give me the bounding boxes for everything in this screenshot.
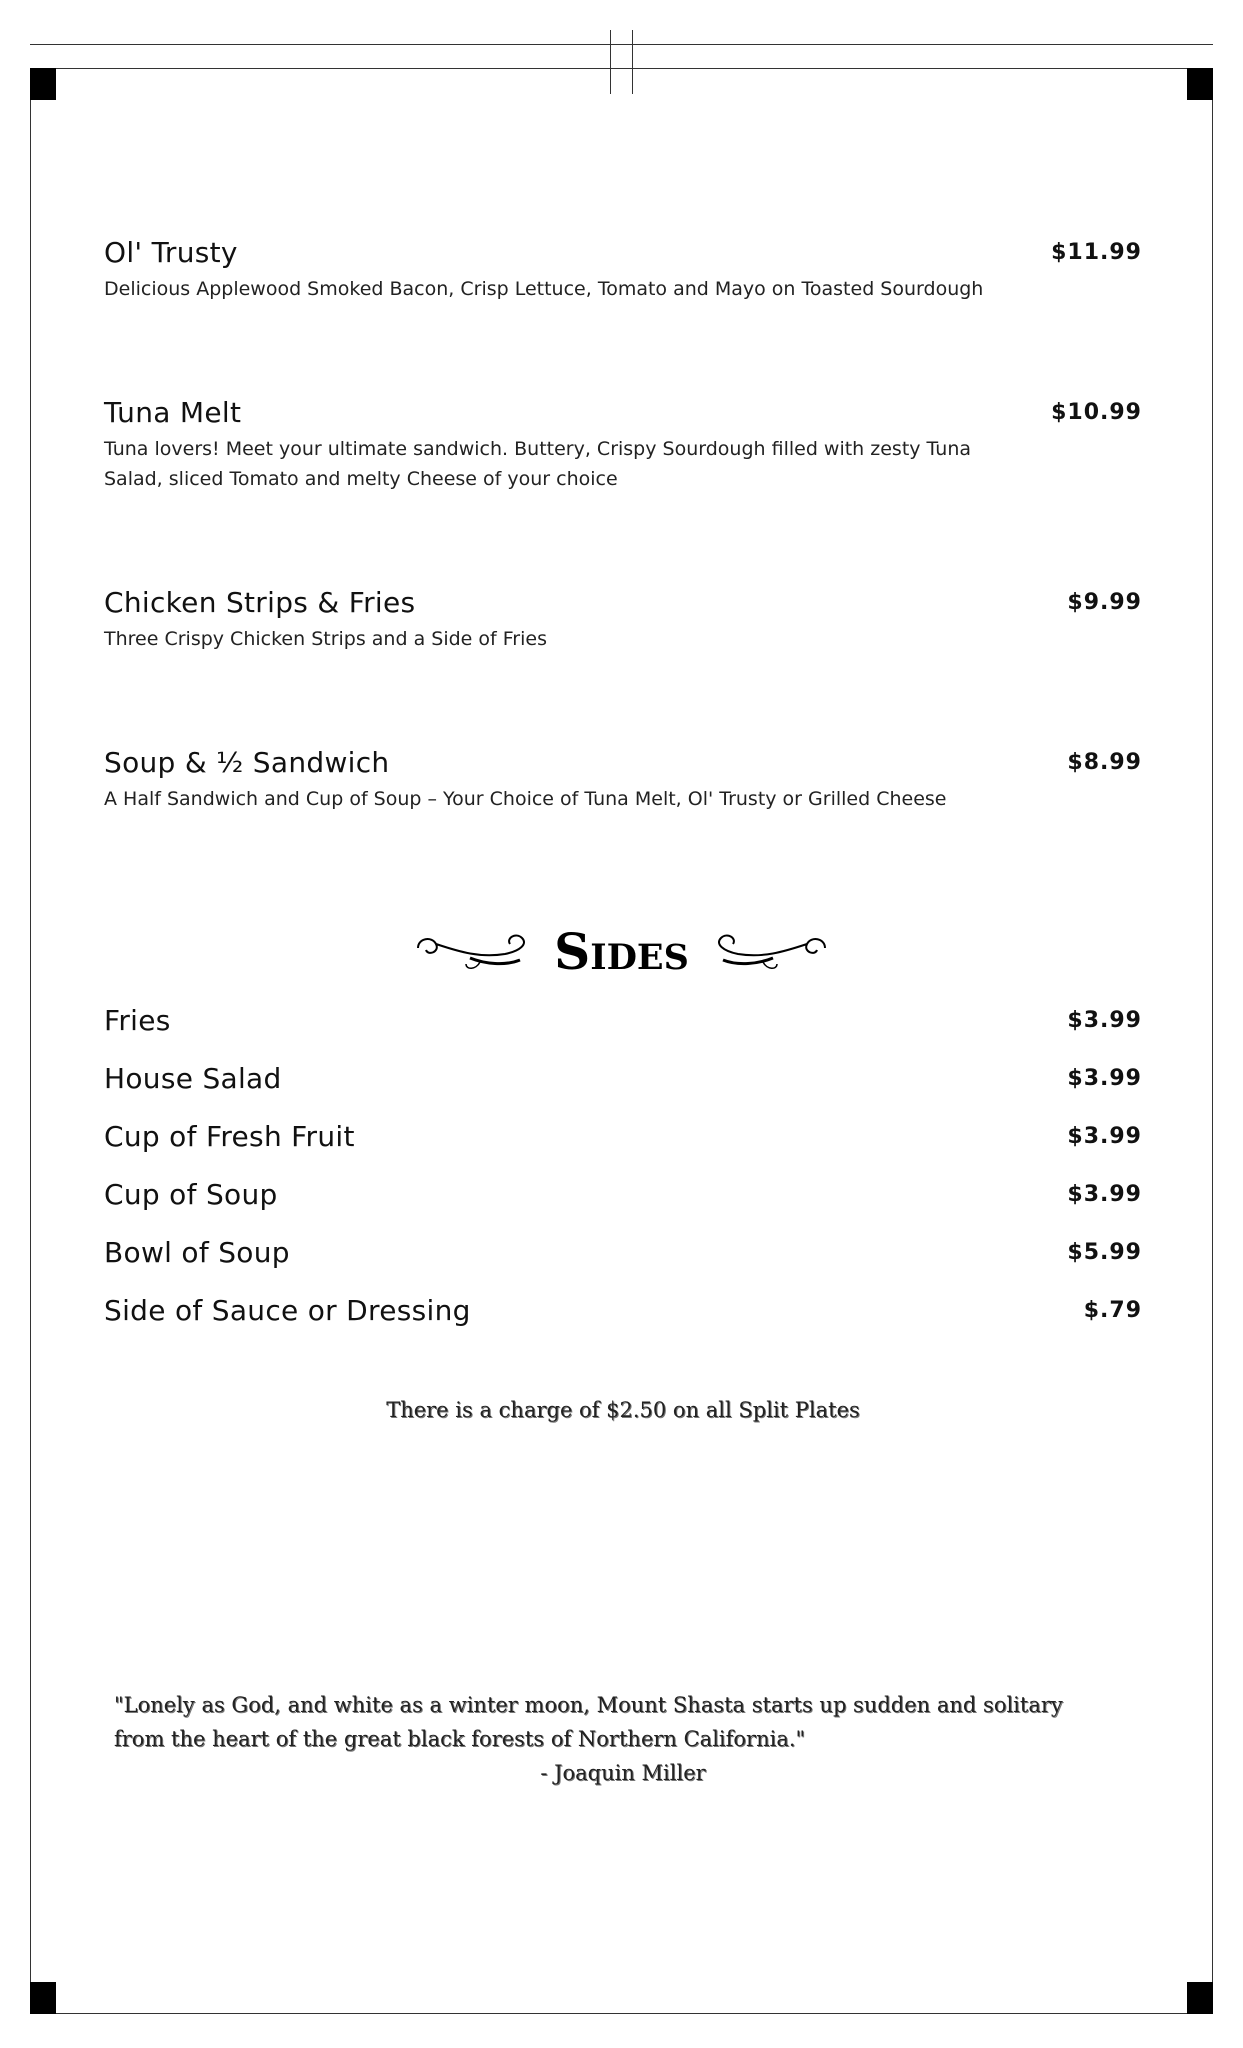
- side-item-price: $.79: [1083, 1298, 1142, 1323]
- quote-author: - Joaquin Miller: [540, 1761, 706, 1785]
- corner-bottom-left: [30, 1982, 56, 2014]
- menu-item-price: $10.99: [1051, 400, 1142, 425]
- menu-item-price: $9.99: [1067, 590, 1142, 615]
- menu-item-description: Tuna lovers! Meet your ultimate sandwich. Buttery, Crispy Sourdough filled with zesty Tuna Salad, sliced Tomato and melty Cheese of your choice: [104, 438, 972, 490]
- menu-item-name: Chicken Strips & Fries: [104, 586, 416, 619]
- flourish-right-icon: [703, 918, 833, 978]
- side-item-price: $5.99: [1067, 1240, 1142, 1265]
- menu-item-description: Three Crispy Chicken Strips and a Side of Fries: [104, 628, 547, 650]
- side-item-fresh-fruit: [104, 1120, 1142, 1156]
- frame-tick-left: [610, 30, 611, 94]
- menu-item-soup-half-sandwich: [104, 746, 1142, 814]
- quote-line-2: from the heart of the great black forests of Northern California.": [114, 1727, 806, 1751]
- quote-line-1: "Lonely as God, and white as a winter moon, Mount Shasta starts up sudden and solitary: [114, 1693, 1063, 1717]
- side-item-fries: [104, 1004, 1142, 1040]
- quote-block: [104, 1688, 1142, 1790]
- menu-item-description: Delicious Applewood Smoked Bacon, Crisp Lettuce, Tomato and Mayo on Toasted Sourdough: [104, 278, 984, 300]
- side-item-price: $3.99: [1067, 1008, 1142, 1033]
- frame-top-rule: [30, 44, 1213, 45]
- menu-item-name: Tuna Melt: [104, 396, 242, 429]
- corner-top-right: [1187, 68, 1213, 100]
- menu-item-name: Ol' Trusty: [104, 236, 238, 269]
- menu-item-tuna-melt: [104, 396, 1142, 494]
- sides-title: Sides: [554, 922, 689, 981]
- side-item-price: $3.99: [1067, 1066, 1142, 1091]
- frame-tick-right: [632, 30, 633, 94]
- side-item-name: Cup of Fresh Fruit: [104, 1120, 355, 1153]
- side-item-name: House Salad: [104, 1062, 282, 1095]
- menu-item-description: A Half Sandwich and Cup of Soup – Your Choice of Tuna Melt, Ol' Trusty or Grilled Cheese: [104, 788, 947, 810]
- corner-top-left: [30, 68, 56, 100]
- menu-item-name: Soup & ½ Sandwich: [104, 746, 390, 779]
- menu-item-price: $11.99: [1051, 240, 1142, 265]
- side-item-name: Side of Sauce or Dressing: [104, 1294, 471, 1327]
- menu-item-chicken-strips: [104, 586, 1142, 654]
- side-item-price: $3.99: [1067, 1182, 1142, 1207]
- side-item-name: Fries: [104, 1004, 171, 1037]
- side-item-bowl-of-soup: [104, 1236, 1142, 1272]
- side-item-house-salad: [104, 1062, 1142, 1098]
- menu-item-price: $8.99: [1067, 750, 1142, 775]
- side-item-name: Cup of Soup: [104, 1178, 278, 1211]
- split-plate-note: There is a charge of $2.50 on all Split Plates: [386, 1398, 860, 1422]
- side-item-sauce-dressing: [104, 1294, 1142, 1330]
- side-item-name: Bowl of Soup: [104, 1236, 290, 1269]
- menu-item-ol-trusty: [104, 236, 1142, 304]
- side-item-cup-of-soup: [104, 1178, 1142, 1214]
- corner-bottom-right: [1187, 1982, 1213, 2014]
- side-item-price: $3.99: [1067, 1124, 1142, 1149]
- sides-heading: [400, 912, 843, 988]
